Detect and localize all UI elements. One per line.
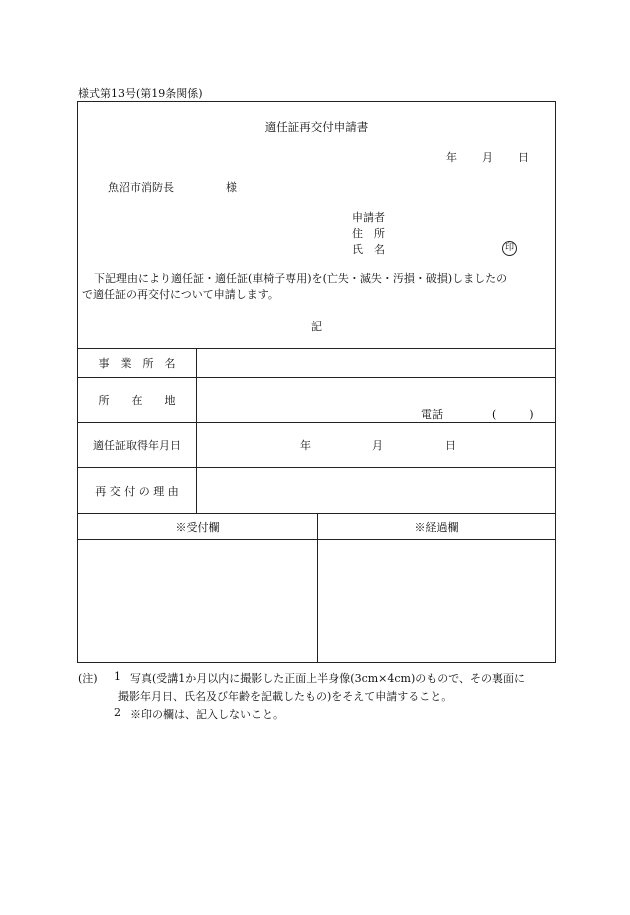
body-text-line2: で適任証の再交付について申請します。 — [82, 288, 279, 301]
acquired-day-label: 日 — [445, 439, 456, 452]
seal-icon: 印 — [502, 241, 517, 256]
seal-mark — [502, 240, 517, 256]
acquired-date-label: 適任証取得年月日 — [93, 439, 181, 452]
address-label: 住 所 — [352, 227, 385, 240]
ki-label: 記 — [311, 320, 322, 333]
note-1-line1: 写真(受講1か月以内に撮影した正面上半身像(3cm×4cm)のもので、その裏面に — [130, 672, 526, 685]
reason-label: 再 交 付 の 理 由 — [95, 485, 179, 498]
note-1-number: 1 — [114, 670, 121, 683]
note-2-number: 2 — [114, 706, 121, 719]
location-label: 所 在 地 — [98, 394, 176, 407]
application-form — [77, 101, 556, 663]
addressee-honorific: 様 — [226, 181, 237, 194]
name-label: 氏 名 — [352, 243, 385, 256]
note-2-text: ※印の欄は、記入しないこと。 — [130, 708, 284, 721]
date-day-label: 日 — [518, 151, 529, 164]
business-name-field[interactable] — [198, 349, 553, 376]
addressee-name: 魚沼市消防長 — [108, 181, 174, 194]
phone-field[interactable]: ( ) — [492, 408, 534, 421]
phone-label: 電話 — [421, 408, 443, 421]
applicant-label: 申請者 — [352, 211, 385, 224]
notes-prefix: (注) — [78, 672, 98, 685]
column-divider — [317, 513, 318, 662]
acquired-year-label: 年 — [300, 439, 311, 452]
business-name-label: 事 業 所 名 — [98, 357, 176, 370]
form-number: 様式第13号(第19条関係) — [78, 87, 203, 100]
reason-field[interactable] — [198, 468, 553, 512]
progress-header: ※経過欄 — [414, 521, 459, 534]
column-divider — [196, 348, 197, 513]
note-1-line2: 撮影年月日、氏名及び年齢を記載したもの)をそえて申請すること。 — [118, 690, 453, 703]
reception-header: ※受付欄 — [175, 521, 220, 534]
date-month-label: 月 — [482, 151, 493, 164]
body-text-line1: 下記理由により適任証・適任証(車椅子専用)を(亡失・滅失・汚損・破損)しましたの — [94, 272, 508, 285]
divider — [78, 422, 555, 423]
acquired-month-label: 月 — [372, 439, 383, 452]
date-year-label: 年 — [446, 151, 457, 164]
form-title: 適任証再交付申請書 — [264, 120, 369, 134]
